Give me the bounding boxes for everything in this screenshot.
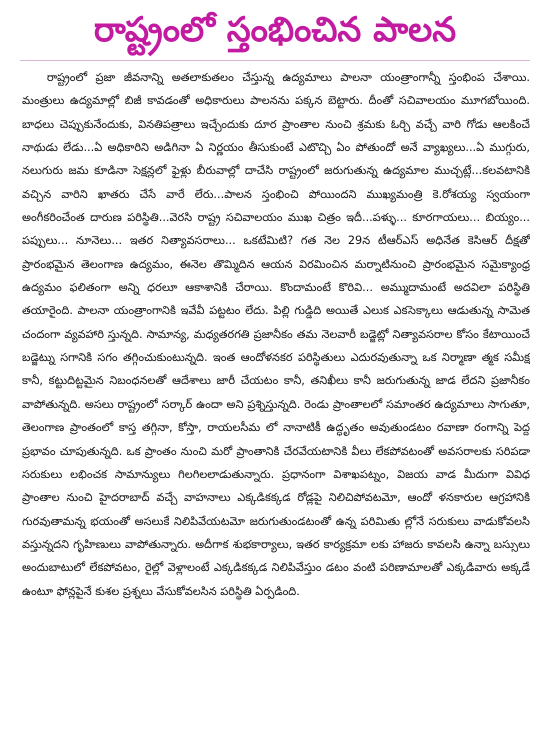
headline: రాష్ట్రంలో స్తంభించిన పాలన (93, 10, 457, 50)
article-body: రాష్ట్రంలో ప్రజా జీవనాన్ని అతలాకుతలం చేస్తున్న ఉద్యమాలు పాలనా యంత్రాంగాన్నీ స్తంభింప చేశాయి. మంత్రులు ఉద్యమాల్లో బిజీ కావడంతో అధికారులు పాలనను పక్కన బెట్టారు. దీంతో సచివాలయం మూగబోయింది. బాధలు చెప్పుకునేందుకు, వినతిపత్రాలు ఇచ్చేందుకు దూర ప్రాంతాల నుంచి శ్రమకు ఓర్చి వచ్చే వారి గోడు ఆలకించే నాథుడు లేడు...ఏ అధికారిని అడిగినా ఏ నిర్ణయం తీసుకుంటే ఎటొచ్చి ఏం పోతుందో అనే వ్యాఖ్యలు...ఏ ముగ్గురు, నలుగురు జమ కూడినా సెక్షన్లలో ఫైళ్లు బీరువాల్లో దాచేసి రాష్ట్రంలో జరుగుతున్న ఉద్యమాల ముచ్చట్లే...కలవటానికి వచ్చిన వారిని ఖాతరు చేసే వారే లేరు...పాలన స్తంభించి పోయిందని ముఖ్యమంత్రి కె.రోశయ్య స్వయంగా అంగీకరించేంత దారుణ పరిస్థితి...వెరసి రాష్ట్ర సచివాలయం ముఖ చిత్రం ఇదీ...పళ్ళు... కూరగాయలు... బియ్యం... పప్పులు... నూనెలు... ఇతర నిత్యావసరాలు... ఒకటేమిటి? గత నెల 29న టీఆర్ఎస్ అధినేత కెసిఆర్ దీక్షతో ప్రారంభమైన తెలంగాణ ఉద్యమం, ఈనెల తొమ్మిదిన ఆయన విరమించిన మర్నాటినుంచి ప్రారంభమైన సమైక్యాంధ్ర ఉద్యమం ఫలితంగా అన్ని ధరలూ ఆకాశానికి చేరాయి. కొందామంటే కొరివి... అమ్ముదామంటే అదవిలా పరిస్థితి తయారైంది. పాలనా యంత్రాంగానికి ఇవేవీ పట్టటం లేదు. పిల్లి గుడ్డిది అయితే ఎలుక ఎకసెక్కాలు ఆడుతున్న సామెత చందంగా వ్యవహారి స్తున్నది. సామాన్య, మధ్యతరగతి ప్రజానీకం తమ నెలవారీ బడ్జెట్లో నిత్యావసరాల కోసం కేటాయించే బడ్జెట్ను సగానికి సగం తగ్గించుకుంటున్నది. ఇంత ఆందోళనకర పరిస్థితులు ఎదురవుతున్నా ఒక నిర్మాణా త్మక సమీక్ష కానీ, కట్టుదిట్టమైన నిబంధనలతో ఆదేశాలు జారీ చేయటం కానీ, తనిఖీలు కానీ జరుగుతున్న జాడ లేదని ప్రజానీకం వాపోతున్నది. అసలు రాష్ట్రంలో సర్కార్ ఉందా అని ప్రశ్నిస్తున్నది. రెండు ప్రాంతాలలో సమాంతర ఉద్యమాలు సాగుతూ, తెలంగాణ ప్రాంతంలో కాస్త తగ్గినా, కోస్తా, రాయలసీమ లో నానాటికీ ఉద్ధృతం అవుతుండటం రవాణా రంగాన్ని పెద్ద ప్రభావం చూపుతున్నది. ఒక ప్రాంతం నుంచి మరో ప్రాంతానికి చేరవేయటానికి వీలు లేకపోవటంతో అవసరాలకు సరిపడా సరుకులు లభించక సామాన్యులు గిలగిలలాడుతున్నారు. ప్రధానంగా విశాఖపట్నం, విజయ వాడ మీదుగా వివిధ ప్రాంతాల నుంచి హైదరాబాద్ వచ్చే వాహనాలు ఎక్కడికక్కడ రోడ్లపై నిలిచిపోవటమో, ఆందో ళనకారుల ఆగ్రహానికి గురవుతామన్న భయంతో అసలుకే నిలిపివేయటమో జరుగుతుండటంతో ఉన్న పరిమితు ల్లోనే సరుకులు వాడుకోవలసి వస్తున్నదని గృహిణులు వాపోతున్నారు. అదీగాక శుభకార్యాలు, ఇతర కార్యక్రమా లకు హాజరు కావలసి ఉన్నా బస్సులు అందుబాటులో లేకపోవటం, రైల్లో వెళ్లాలంటే ఎక్కడికక్కడ నిలిపివేస్తుం డటం వంటి పరిణామాలతో ఎక్కడివారు అక్కడే ఉంటూ ఫోన్లపైనే కుశల ప్రశ్నలు వేసుకోవలసిన పరిస్థితి ఏర్పడింది. (22, 71, 530, 598)
headline-divider (20, 60, 530, 61)
